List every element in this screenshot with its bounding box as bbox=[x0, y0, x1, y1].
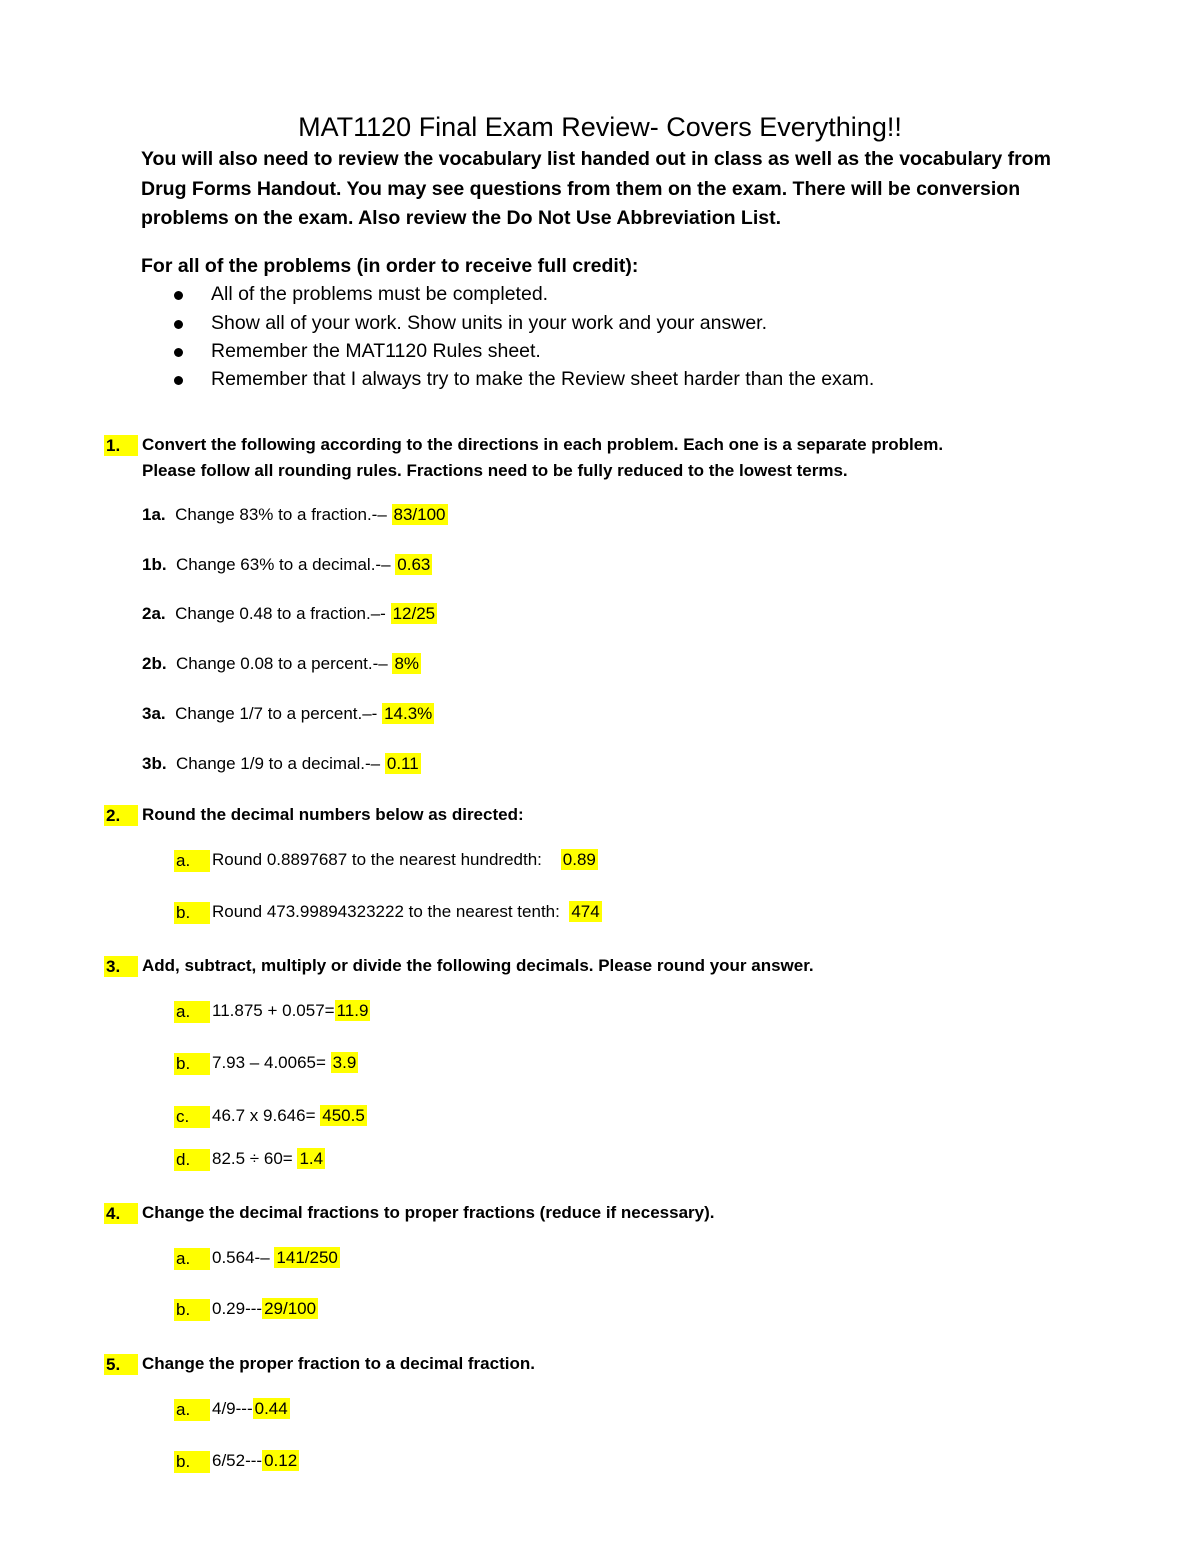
answer: 29/100 bbox=[264, 1299, 317, 1318]
sub-question bbox=[142, 555, 432, 575]
sub-question-text: Change 1/9 to a decimal.-– bbox=[176, 754, 381, 773]
answer: 83/100 bbox=[393, 505, 446, 524]
question-number: 1. bbox=[104, 435, 138, 456]
bullet-item: Remember the MAT1120 Rules sheet. bbox=[211, 340, 541, 362]
answer: 3.9 bbox=[332, 1053, 357, 1072]
bullet-icon bbox=[174, 291, 183, 300]
item-prompt: 82.5 ÷ 60= bbox=[212, 1149, 293, 1168]
item-text bbox=[212, 1053, 358, 1073]
bullet-icon bbox=[174, 320, 183, 329]
item-letter: a. bbox=[174, 1248, 210, 1270]
answer: 0.63 bbox=[397, 555, 431, 574]
item-prompt: 4/9--- bbox=[212, 1399, 253, 1418]
item-prompt: Round 0.8897687 to the nearest hundredth: bbox=[212, 850, 542, 869]
answer: 12/25 bbox=[392, 604, 436, 623]
question-text: Change the decimal fractions to proper fractions (reduce if necessary). bbox=[142, 1203, 715, 1222]
sub-question-text: Change 0.48 to a fraction.–- bbox=[175, 604, 386, 623]
bullet-icon bbox=[174, 348, 183, 357]
answer: 0.12 bbox=[264, 1451, 298, 1470]
answer: 474 bbox=[571, 902, 600, 921]
sub-question-label: 1b. bbox=[142, 555, 167, 574]
item-letter: a. bbox=[174, 1001, 210, 1023]
item-prompt: 6/52--- bbox=[212, 1451, 263, 1470]
sub-question-text: Change 1/7 to a percent.–- bbox=[175, 704, 378, 723]
item-prompt: 46.7 x 9.646= bbox=[212, 1106, 316, 1125]
item-prompt: 0.564-– bbox=[212, 1248, 270, 1267]
sub-question-text: Change 0.08 to a percent.-– bbox=[176, 654, 388, 673]
question-text: Convert the following according to the directions in each problem. Each one is a separate problem. bbox=[142, 435, 944, 454]
bullet-item: Remember that I always try to make the Review sheet harder than the exam. bbox=[211, 368, 875, 390]
intro-line-1: You will also need to review the vocabulary list handed out in class as well as the vocabulary from bbox=[141, 148, 1051, 170]
bullet-icon bbox=[174, 376, 183, 385]
item-text bbox=[212, 850, 598, 870]
sub-question-label: 3b. bbox=[142, 754, 167, 773]
item-text bbox=[212, 902, 602, 922]
sub-question bbox=[142, 654, 421, 674]
sub-question bbox=[142, 704, 434, 724]
item-letter: b. bbox=[174, 1299, 210, 1321]
item-letter: c. bbox=[174, 1106, 210, 1128]
bullet-item: All of the problems must be completed. bbox=[211, 283, 549, 305]
answer: 141/250 bbox=[276, 1248, 338, 1267]
answer: 450.5 bbox=[322, 1106, 365, 1125]
question-text: Round the decimal numbers below as directed: bbox=[142, 805, 524, 824]
question-number: 2. bbox=[104, 805, 138, 826]
intro-line-2: Drug Forms Handout. You may see questions from them on the exam. There will be conversion bbox=[141, 178, 1021, 200]
sub-question bbox=[142, 505, 448, 525]
question-number: 4. bbox=[104, 1203, 138, 1224]
sub-question-text: Change 83% to a fraction.-– bbox=[175, 505, 387, 524]
answer: 14.3% bbox=[384, 704, 433, 723]
document-title: MAT1120 Final Exam Review- Covers Everything!! bbox=[298, 112, 902, 142]
item-letter: b. bbox=[174, 902, 210, 924]
instructions-heading: For all of the problems (in order to receive full credit): bbox=[141, 255, 639, 277]
item-text bbox=[212, 1149, 325, 1169]
item-letter: d. bbox=[174, 1149, 210, 1171]
bullet-item: Show all of your work. Show units in your work and your answer. bbox=[211, 312, 768, 334]
question-text: Please follow all rounding rules. Fractions need to be fully reduced to the lowest terms. bbox=[142, 461, 848, 480]
item-text bbox=[212, 1399, 290, 1419]
answer: 8% bbox=[394, 654, 420, 673]
question-number: 3. bbox=[104, 956, 138, 977]
sub-question-text: Change 63% to a decimal.-– bbox=[176, 555, 391, 574]
item-prompt: Round 473.99894323222 to the nearest tenth: bbox=[212, 902, 560, 921]
item-prompt: 0.29--- bbox=[212, 1299, 263, 1318]
item-letter: b. bbox=[174, 1053, 210, 1075]
question-text: Change the proper fraction to a decimal fraction. bbox=[142, 1354, 535, 1373]
item-text bbox=[212, 1001, 370, 1021]
question-text: Add, subtract, multiply or divide the following decimals. Please round your answer. bbox=[142, 956, 814, 975]
sub-question bbox=[142, 754, 421, 774]
answer: 1.4 bbox=[299, 1149, 324, 1168]
item-text bbox=[212, 1299, 318, 1319]
sub-question bbox=[142, 604, 437, 624]
item-text bbox=[212, 1106, 367, 1126]
sub-question-label: 1a. bbox=[142, 505, 166, 524]
answer: 0.11 bbox=[386, 754, 419, 773]
question-number: 5. bbox=[104, 1354, 138, 1375]
answer: 0.89 bbox=[562, 850, 596, 869]
item-letter: a. bbox=[174, 850, 210, 872]
sub-question-label: 2a. bbox=[142, 604, 166, 623]
item-letter: b. bbox=[174, 1451, 210, 1473]
answer: 11.9 bbox=[336, 1001, 369, 1020]
item-prompt: 7.93 – 4.0065= bbox=[212, 1053, 326, 1072]
sub-question-label: 3a. bbox=[142, 704, 166, 723]
item-prompt: 11.875 + 0.057= bbox=[212, 1001, 335, 1020]
sub-question-label: 2b. bbox=[142, 654, 167, 673]
intro-line-3: problems on the exam. Also review the Do Not Use Abbreviation List. bbox=[141, 207, 782, 229]
answer: 0.44 bbox=[254, 1399, 288, 1418]
item-text bbox=[212, 1451, 299, 1471]
item-letter: a. bbox=[174, 1399, 210, 1421]
item-text bbox=[212, 1248, 340, 1268]
